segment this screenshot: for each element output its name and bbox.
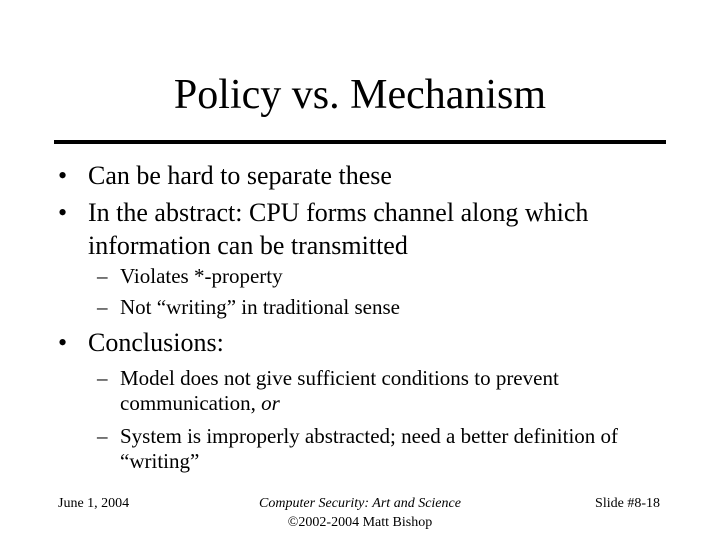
footer-date: June 1, 2004 [58,496,130,511]
dash-icon: – [97,366,108,390]
emphasis-or: or [261,391,280,415]
dash-icon: – [97,264,108,288]
title-divider [54,140,666,144]
sub-bullet-text [120,366,660,416]
sub-bullet-text: Violates *-property [120,264,283,288]
footer-slide-number: Slide #8-18 [595,496,660,511]
bullet-dot-icon: • [58,198,68,227]
sub-bullet-text: Not “writing” in traditional sense [120,295,400,319]
sub-bullet-text-main: Model does not give sufficient conditions to prevent communication, [120,366,559,415]
footer-course: Computer Security: Art and Science [259,496,461,511]
sub-bullet-star-property [97,264,660,289]
footer-center [210,494,510,532]
bullet-separation [58,159,668,192]
bullet-dot-icon: • [58,328,68,357]
sub-bullet-not-writing [97,295,660,320]
dash-icon: – [97,424,108,448]
slide-title: Policy vs. Mechanism [173,72,547,118]
bullet-text: Conclusions: [88,328,224,357]
sub-bullet-model-conditions [97,366,660,416]
sub-bullet-abstraction [97,424,660,474]
footer-copyright: ©2002-2004 Matt Bishop [287,515,433,530]
bullet-text: Can be hard to separate these [88,161,392,190]
bullet-dot-icon: • [58,161,68,190]
sub-bullet-text: System is improperly abstracted; need a better definition of “writing” [120,424,619,473]
bullet-cpu-channel [58,196,668,262]
dash-icon: – [97,295,108,319]
bullet-text: In the abstract: CPU forms channel along which information can be transmitted [88,198,589,260]
bullet-conclusions [58,326,668,359]
